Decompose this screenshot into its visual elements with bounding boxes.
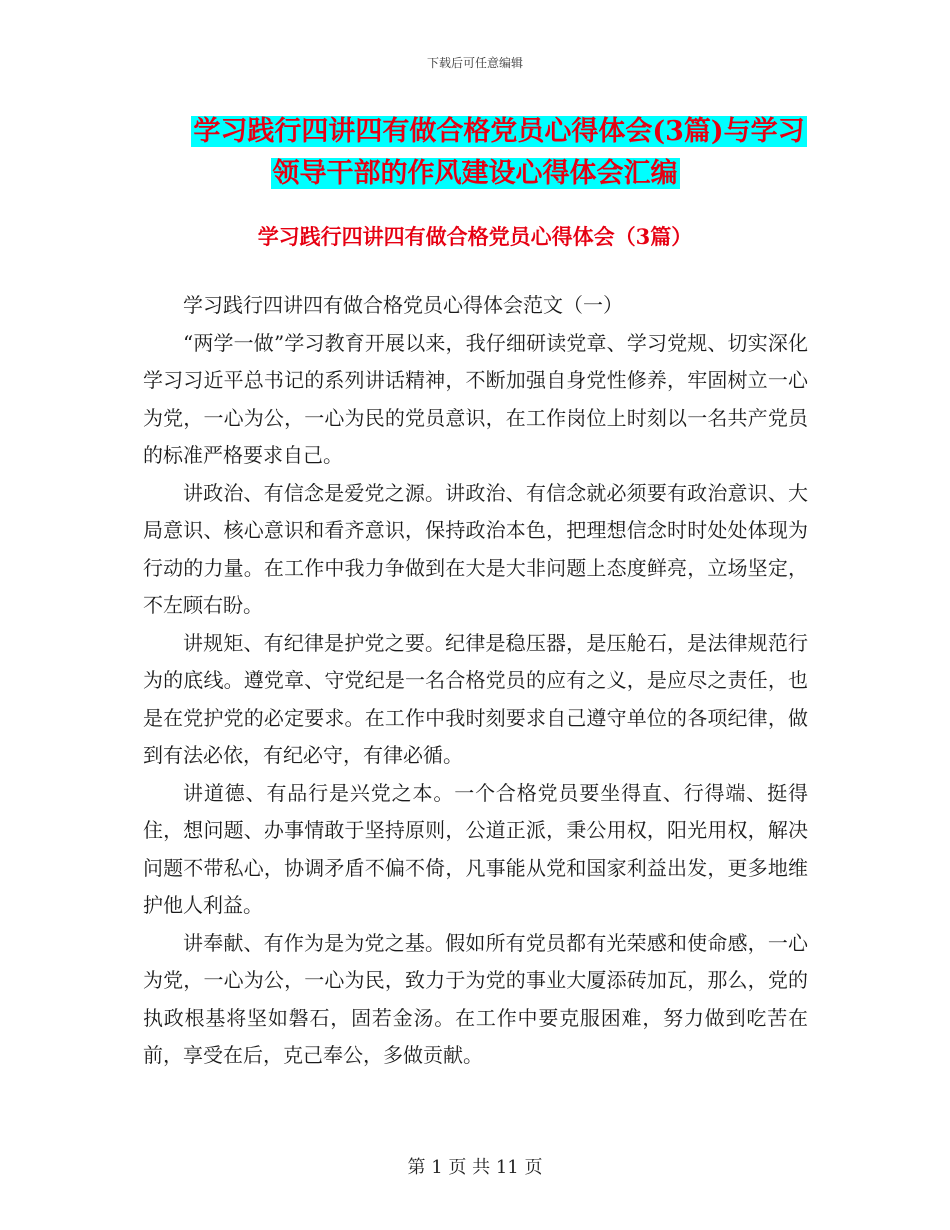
page-number-footer: 第 1 页 共 11 页 [407,1157,543,1178]
document-title-line-1-text: 学习践行四讲四有做合格党员心得体会(3篇)与学习 [193,116,805,147]
section-title: 学习践行四讲四有做合格党员心得体会（3篇） [257,224,693,249]
paragraph: 讲奉献、有作为是为党之基。假如所有党员都有光荣感和使命感，一心为党，一心为公，一心为民，致力于为党的事业大厦添砖加瓦，那么，党的执政根基将坚如磐石，固若金汤。在工作中要克服困难，努力做到吃苦在前，享受在后，克己奉公，多做贡献。 [143,930,808,1067]
paragraph-heading: 学习践行四讲四有做合格党员心得体会范文（一） [183,293,623,317]
paragraph: 讲政治、有信念是爱党之源。讲政治、有信念就必须要有政治意识、大局意识、核心意识和看齐意识，保持政治本色，把理想信念时时处处体现为行动的力量。在工作中我力争做到在大是大非问题上态度鲜亮，立场坚定，不左顾右盼。 [143,480,808,617]
paragraph: 讲道德、有品行是兴党之本。一个合格党员要坐得直、行得端、挺得住，想问题、办事情敢于坚持原则，公道正派，秉公用权，阳光用权，解决问题不带私心，协调矛盾不偏不倚，凡事能从党和国家利益出发，更多地维护他人利益。 [143,780,808,917]
document-title-line-2-text: 领导干部的作风建设心得体会汇编 [272,158,678,189]
document-title-line-2 [0,154,950,194]
document-title-line-1 [0,112,950,152]
document-body [143,287,808,1075]
paragraph: “两学一做”学习教育开展以来，我仔细研读党章、学习党规、切实深化学习习近平总书记的系列讲话精神，不断加强自身党性修养，牢固树立一心为党，一心为公，一心为民的党员意识，在工作岗位上时刻以一名共产党员的标准严格要求自己。 [143,330,808,467]
paragraph: 讲规矩、有纪律是护党之要。纪律是稳压器，是压舱石，是法律规范行为的底线。遵党章、守党纪是一名合格党员的应有之义，是应尽之责任，也是在党护党的必定要求。在工作中我时刻要求自己遵守单位的各项纪律，做到有法必依，有纪必守，有律必循。 [143,630,808,767]
header-note: 下载后可任意编辑 [426,56,523,70]
